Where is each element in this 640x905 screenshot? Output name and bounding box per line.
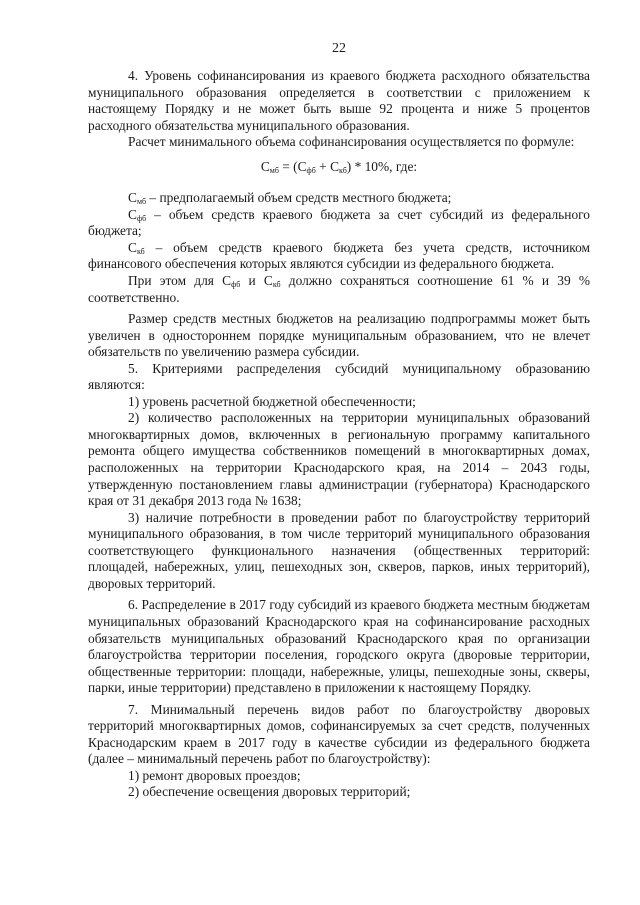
paragraph-item-5-3: 3) наличие потребности в проведении работ по благоустройству территорий муниципального образования, в том числе территорий муниципального образования соответствующего функционального назначения (общественных территорий: площадей, набережных, улиц, пешеходных зон, скверов, парков, иных территорий), дворовых территорий. (88, 509, 590, 591)
definition-mb: $С_{мб}$ – предполагаемый объем средств местного бюджета; (128, 190, 452, 207)
paragraph-item-5-1: 1) уровень расчетной бюджетной обеспеченности; (128, 393, 416, 409)
paragraph-item-7-2: 2) обеспечение освещения дворовых территорий; (128, 784, 411, 800)
paragraph-ratio: При этом для $С_{фб}$ и $С_{кб}$ должно сохраняться соотношение 61 % и 39 % соответственно. (88, 273, 591, 305)
paragraph-item-6: 6. Распределение в 2017 году субсидий из краевого бюджета местным бюджетам муниципальных образований Краснодарского края на софинансирование расходных обязательств муниципальных образований Краснодарского края по организации благоустройства территории поселения, городского округа (дворовые территории, общественные территории: площади, набережные, улицы, пешеходные зоны, скверы, парки, иные территории) представлено в приложении к настоящему Порядку. (88, 597, 590, 696)
paragraph-local-budget: Размер средств местных бюджетов на реализацию подпрограммы может быть увеличен в одностороннем порядке муниципальным образованием, что не влечет обязательств по увеличению размера субсидии. (88, 311, 590, 360)
formula: $С_{мб} = (С_{фб} + С_{кб}) * 10\%$, где: (260, 158, 418, 175)
paragraph-item-7: 7. Минимальный перечень видов работ по благоустройству дворовых территорий многоквартирных домов, софинансируемых за счет средств, полученных Краснодарским краем в 2017 году в качестве субсидии из федерального бюджета (далее – минимальный перечень работ по благоустройству): (88, 701, 590, 767)
page-number: 22 (332, 41, 346, 56)
paragraph-item-5-2: 2) количество расположенных на территории муниципальных образований многоквартирных домов, включенных в региональную программу капитального ремонта общего имущества собственников помещений в многоквартирных домах, расположенных на территории Краснодарского края, на 2014 – 2043 годы, утвержденную постановлением главы администрации (губернатора) Краснодарского края от 31 декабря 2013 года № 1638; (88, 410, 590, 509)
paragraph-formula-intro: Расчет минимального объема софинансирования осуществляется по формуле: (128, 134, 575, 150)
paragraph-item-5: 5. Критериями распределения субсидий муниципальному образованию являются: (88, 360, 590, 393)
paragraph-item-7-1: 1) ремонт дворовых проездов; (128, 767, 301, 783)
paragraph-item-4: 4. Уровень софинансирования из краевого бюджета расходного обязательства муниципального образования определяется в соответствии с приложением к настоящему Порядку и не может быть выше 92 процента и ниже 5 процентов расходного обязательства муниципального образования. (88, 68, 590, 133)
definition-fb: $С_{фб}$ – объем средств краевого бюджета за счет субсидий из федерального бюджета; (88, 206, 590, 239)
definition-kb: $С_{кб}$ – объем средств краевого бюджета без учета средств, источником финансового обеспечения которых являются субсидии из федерального бюджета. (88, 239, 590, 272)
